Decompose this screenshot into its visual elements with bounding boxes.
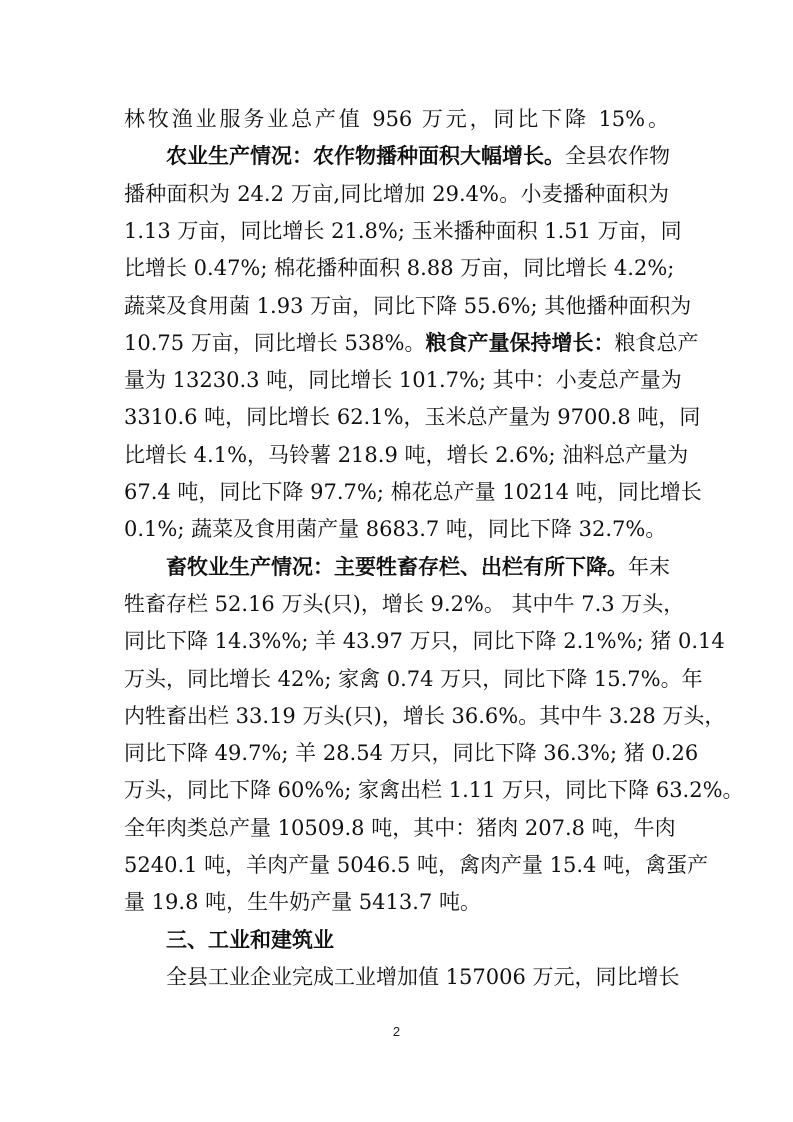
paragraph-line bbox=[124, 703, 726, 729]
paragraph-line bbox=[166, 143, 669, 169]
paragraph-line bbox=[124, 889, 669, 915]
paragraph-line bbox=[124, 181, 669, 207]
paragraph-line bbox=[124, 591, 685, 617]
page-number: 2 bbox=[392, 1024, 401, 1039]
paragraph-line bbox=[124, 367, 682, 393]
paragraph-line bbox=[124, 777, 744, 803]
text-run: 全年肉类总产量 10509.8 吨，其中：猪肉 207.8 吨，牛肉 bbox=[124, 815, 676, 840]
paragraph-line bbox=[124, 255, 675, 281]
paragraph-line bbox=[124, 516, 669, 542]
text-run: 全县工业企业完成工业增加值 157006 万元，同比增长 bbox=[166, 964, 680, 989]
text-run: 万头，同比增长 42%; 家禽 0.74 万只，同比下降 15.7%。年 bbox=[124, 666, 703, 691]
text-run: 牲畜存栏 52.16 万头(只)，增长 9.2%。 其中牛 7.3 万头， bbox=[124, 591, 685, 616]
bold-lead-phrase: 农业生产情况：农作物播种面积大幅增长。 bbox=[166, 144, 565, 169]
text-run: 播种面积为 24.2 万亩,同比增加 29.4%。小麦播种面积为 bbox=[124, 181, 669, 206]
text-run: 同比下降 49.7%; 羊 28.54 万只，同比下降 36.3%; 猪 0.26 bbox=[124, 741, 699, 766]
paragraph-line bbox=[124, 628, 725, 654]
text-run: 三、工业和建筑业 bbox=[166, 927, 334, 952]
text-run: 粮食总产 bbox=[614, 330, 699, 355]
paragraph-line bbox=[124, 404, 701, 430]
paragraph-line bbox=[124, 330, 699, 356]
paragraph-line bbox=[124, 479, 702, 505]
text-run: 蔬菜及食用菌 1.93 万亩，同比下降 55.6%; 其他播种面积为 bbox=[124, 293, 692, 318]
section-heading bbox=[166, 927, 669, 953]
paragraph-line bbox=[124, 852, 709, 878]
paragraph-line bbox=[166, 964, 680, 990]
bold-lead-phrase: 畜牧业生产情况：主要牲畜存栏、出栏有所下降。 bbox=[166, 554, 628, 579]
text-run: 5240.1 吨，羊肉产量 5046.5 吨，禽肉产量 15.4 吨，禽蛋产 bbox=[124, 853, 709, 877]
text-run: 同比下降 14.3%%; 羊 43.97 万只，同比下降 2.1%%; 猪 0.14 bbox=[124, 629, 725, 654]
text-run: 3310.6 吨，同比增长 62.1%，玉米总产量为 9700.8 吨，同 bbox=[124, 405, 701, 430]
text-run: 内牲畜出栏 33.19 万头(只)，增长 36.6%。其中牛 3.28 万头， bbox=[124, 703, 726, 728]
text-run: 0.1%; 蔬菜及食用菌产量 8683.7 吨，同比下降 32.7%。 bbox=[124, 517, 667, 542]
text-run: 量 19.8 吨，生牛奶产量 5413.7 吨。 bbox=[124, 890, 481, 915]
text-run: 量为 13230.3 吨，同比增长 101.7%; 其中：小麦总产量为 bbox=[124, 368, 682, 393]
text-run: 10.75 万亩，同比增长 538%。 bbox=[124, 330, 426, 355]
text-run: 年末 bbox=[628, 554, 670, 579]
text-run: 林牧渔业服务业总产值 956 万元，同比下降 15%。 bbox=[124, 107, 669, 131]
paragraph-line bbox=[124, 815, 676, 841]
paragraph-line bbox=[166, 554, 669, 580]
text-run: 万头，同比下降 60%%; 家禽出栏 1.11 万只，同比下降 63.2%。 bbox=[124, 778, 744, 803]
paragraph-line bbox=[124, 442, 689, 468]
paragraph-line bbox=[124, 740, 699, 766]
text-run: 比增长 4.1%，马铃薯 218.9 吨，增长 2.6%; 油料总产量为 bbox=[124, 442, 689, 467]
text-run: 1.13 万亩，同比增长 21.8%; 玉米播种面积 1.51 万亩，同 bbox=[124, 218, 682, 243]
text-run: 全县农作物 bbox=[565, 144, 670, 169]
paragraph-line bbox=[124, 218, 682, 244]
paragraph-line bbox=[124, 666, 703, 692]
paragraph-line bbox=[124, 106, 669, 132]
text-run: 67.4 吨，同比下降 97.7%; 棉花总产量 10214 吨，同比增长 bbox=[124, 480, 702, 504]
text-run: 比增长 0.47%; 棉花播种面积 8.88 万亩，同比增长 4.2%; bbox=[124, 256, 675, 281]
paragraph-line bbox=[124, 293, 692, 319]
bold-lead-phrase: 粮食产量保持增长： bbox=[425, 330, 615, 355]
